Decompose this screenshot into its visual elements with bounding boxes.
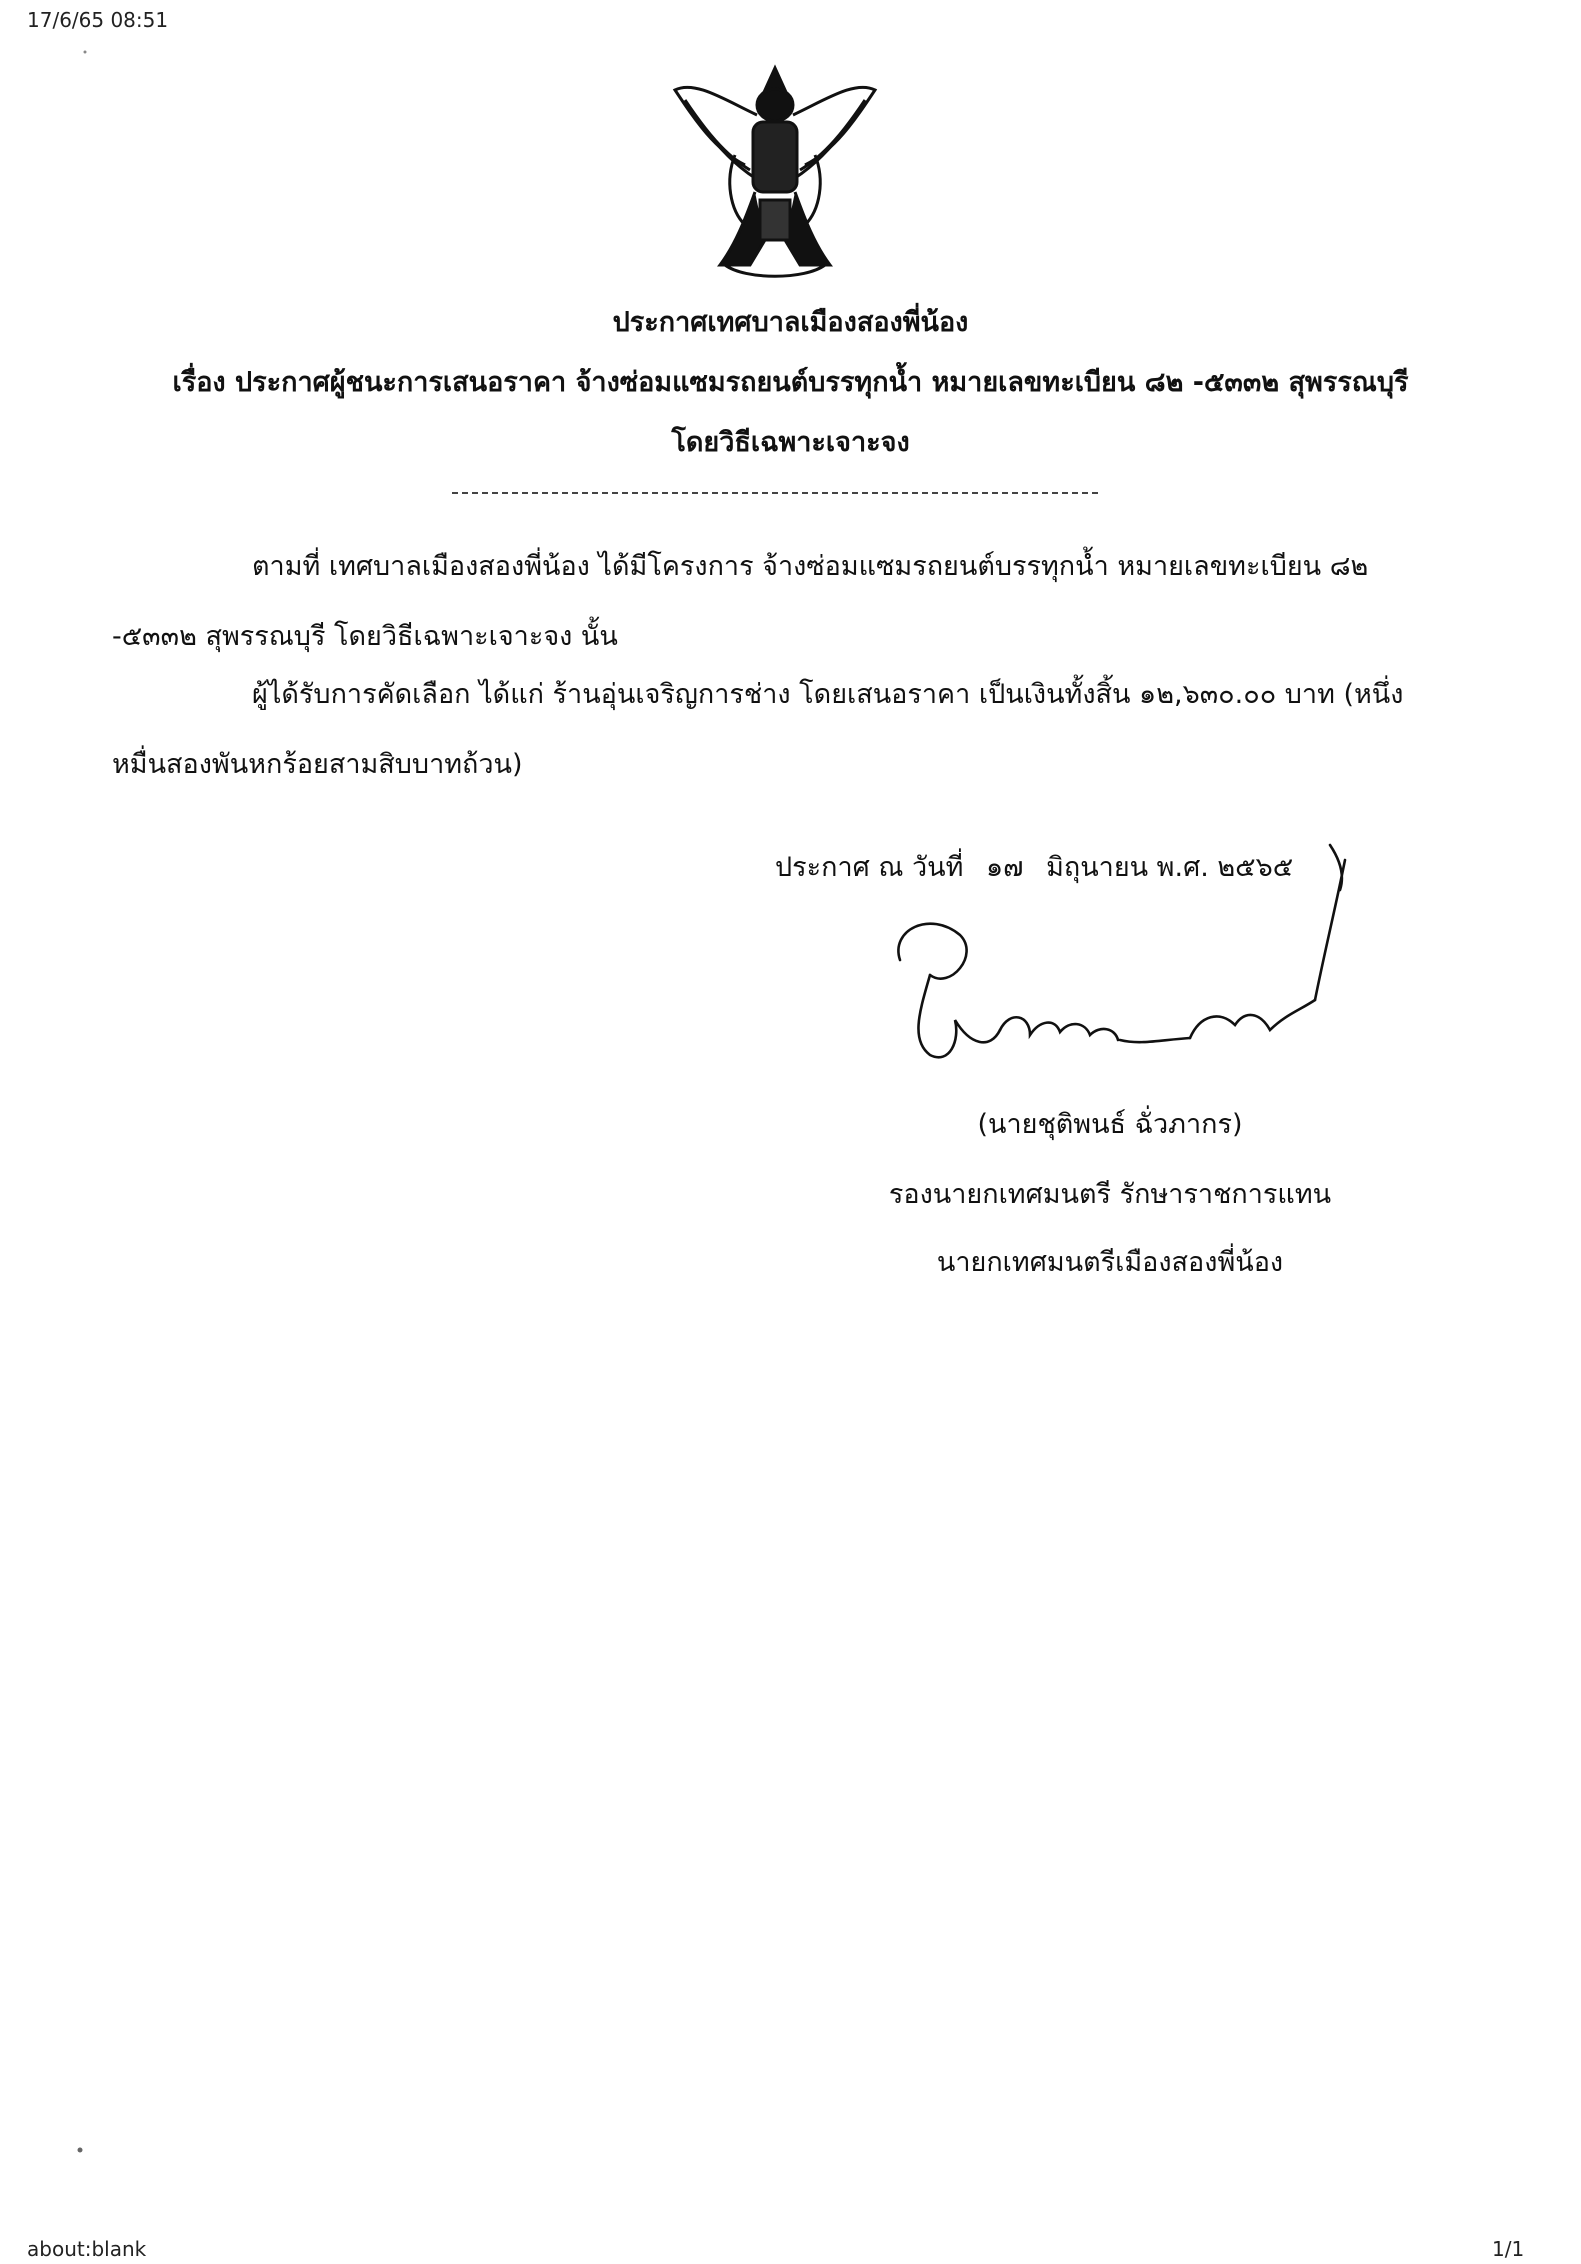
handwritten-signature-icon — [890, 840, 1350, 1090]
body-paragraph-project: ตามที่ เทศบาลเมืองสองพี่น้อง ได้มีโครงการ จ้างซ่อมแซมรถยนต์บรรทุกน้ำ หมายเลขทะเบียน ๘๒ -๕๓๓๒ สุพรรณบุรี โดยวิธีเฉพาะเจาะจง นั้น — [112, 551, 1369, 652]
document-title: ประกาศเทศบาลเมืองสองพี่น้อง — [612, 307, 969, 338]
page-counter: 1/1 — [1492, 2237, 1525, 2261]
print-timestamp: 17/6/65 08:51 — [27, 8, 169, 32]
signer-position: รองนายกเทศมนตรี รักษาราชการแทน — [888, 1179, 1332, 1210]
signer-organization: นายกเทศมนตรีเมืองสองพี่น้อง — [936, 1247, 1284, 1278]
date-prefix: ประกาศ ณ วันที่ — [775, 852, 964, 883]
divider-line — [452, 492, 1098, 494]
date-month-year: มิถุนายน พ.ศ. ๒๕๖๕ — [1046, 852, 1294, 883]
signer-name: (นายชุติพนธ์ ฉั่วภากร) — [977, 1109, 1243, 1140]
document-subject: เรื่อง ประกาศผู้ชนะการเสนอราคา จ้างซ่อมแซมรถยนต์บรรทุกน้ำ หมายเลขทะเบียน ๘๒ -๕๓๓๒ สุพรรณบุรี — [172, 367, 1409, 398]
garuda-emblem-icon — [665, 60, 885, 290]
page-url: about:blank — [27, 2237, 147, 2261]
document-method: โดยวิธีเฉพาะเจาะจง — [671, 427, 910, 458]
date-day: ๑๗ — [986, 852, 1024, 883]
body-paragraph-winner: ผู้ได้รับการคัดเลือก ได้แก่ ร้านอุ่นเจริญการช่าง โดยเสนอราคา เป็นเงินทั้งสิ้น ๑๒,๖๓๐.๐๐ บาท (หนึ่งหมื่นสองพันหกร้อยสามสิบบาทถ้วน) — [112, 679, 1404, 780]
